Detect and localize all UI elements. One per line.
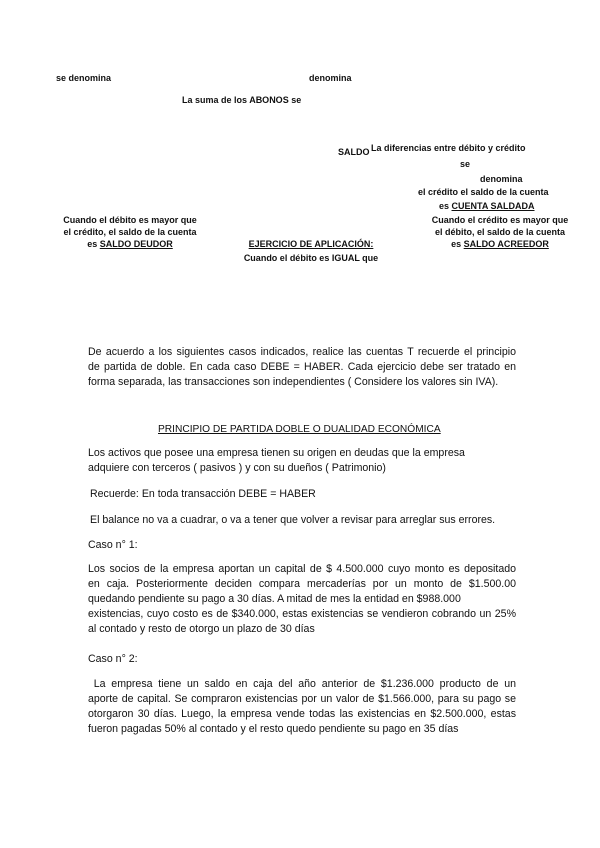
saldo-line-1: La diferencias entre débito y crédito (371, 143, 526, 153)
case-2-line-3: otorgaron 30 días. Luego, la empresa vende todas las existencias en $2.500.000, estas (88, 708, 516, 720)
case-2-line-4: fueron pagadas 50% al contado y el resto quedo pendiente su pago en 35 días (88, 723, 459, 735)
right-block (410, 214, 590, 250)
right-line-2: el débito, el saldo de la cuenta (434, 227, 566, 237)
saldo-line-2: se (460, 159, 471, 169)
instructions-line-1: De acuerdo a los siguientes casos indicados, realice las cuentas T recuerde el principio (88, 346, 516, 358)
right-line-3 (410, 238, 590, 250)
saldo-line-5 (439, 200, 535, 212)
case-1-line-4: existencias, cuyo costo es de $340.000, estas existencias se vendieron cobrando un 25% (88, 608, 516, 620)
instructions-paragraph (88, 345, 516, 390)
center-line: Cuando el débito es IGUAL que (243, 253, 379, 263)
remember-line: Recuerde: En toda transacción DEBE = HABER (90, 488, 316, 500)
fragment-denomina: denomina (309, 73, 352, 83)
saldo-line-3: denomina (480, 174, 523, 184)
balance-note: El balance no va a cuadrar, o va a tener que volver a revisar para arreglar sus errores. (90, 514, 496, 526)
cuenta-saldada-term: CUENTA SALDADA (451, 201, 535, 211)
left-line-3-prefix: es (87, 239, 100, 249)
fragment-suma-abonos: La suma de los ABONOS se (182, 95, 302, 105)
section-title: PRINCIPIO DE PARTIDA DOBLE O DUALIDAD ECONÓMICA (158, 424, 441, 435)
right-line-1: Cuando el crédito es mayor que (431, 215, 569, 225)
saldo-label: SALDO (338, 147, 370, 157)
saldo-deudor-term: SALDO DEUDOR (99, 239, 173, 249)
saldo-line-4: el crédito el saldo de la cuenta (418, 187, 549, 197)
instructions-line-2: de partida de doble. En cada caso DEBE = HABER. Cada ejercicio debe ser tratado en (88, 361, 516, 373)
principle-paragraph (88, 446, 516, 476)
right-line-3-prefix: es (451, 239, 464, 249)
center-block (236, 238, 386, 264)
case-1-paragraph (88, 562, 516, 637)
case-2-line-2: aporte de capital. Se compraron existencias por un valor de $1.566.000, para su pago se (88, 693, 516, 705)
principle-line-2: adquiere con terceros ( pasivos ) y con su dueños ( Patrimonio) (88, 462, 386, 474)
case-1-line-2: en caja. Posteriormente deciden compara mercaderías por un monto de $1.500.00 (88, 578, 516, 590)
left-line-1: Cuando el débito es mayor que (63, 215, 197, 225)
left-line-2: el crédito, el saldo de la cuenta (63, 227, 197, 237)
case-1-line-3: quedando pendiente su pago a 30 días. A mitad de mes la entidad en $988.000 (88, 593, 461, 605)
fragment-se-denomina: se denomina (56, 73, 112, 83)
case-1-line-5: al contado y resto de otorgo un plazo de 30 días (88, 623, 315, 635)
case-1-title: Caso n° 1: (88, 539, 138, 551)
case-1-line-1: Los socios de la empresa aportan un capital de $ 4.500.000 cuyo monto es depositado (88, 563, 516, 575)
ejercicio-title: EJERCICIO DE APLICACIÓN: (248, 239, 374, 249)
saldo-line-5-prefix: es (439, 201, 452, 211)
case-2-paragraph (88, 677, 516, 737)
saldo-acreedor-term: SALDO ACREEDOR (463, 239, 549, 249)
principle-line-1: Los activos que posee una empresa tienen su origen en deudas que la empresa (88, 447, 465, 459)
left-block (40, 214, 220, 250)
case-2-line-1: La empresa tiene un saldo en caja del año anterior de $1.236.000 producto de un (88, 678, 516, 690)
left-line-3 (40, 238, 220, 250)
instructions-line-3: forma separada, las transacciones son independientes ( Considere los valores sin IVA). (88, 376, 499, 388)
case-2-title: Caso n° 2: (88, 653, 138, 665)
